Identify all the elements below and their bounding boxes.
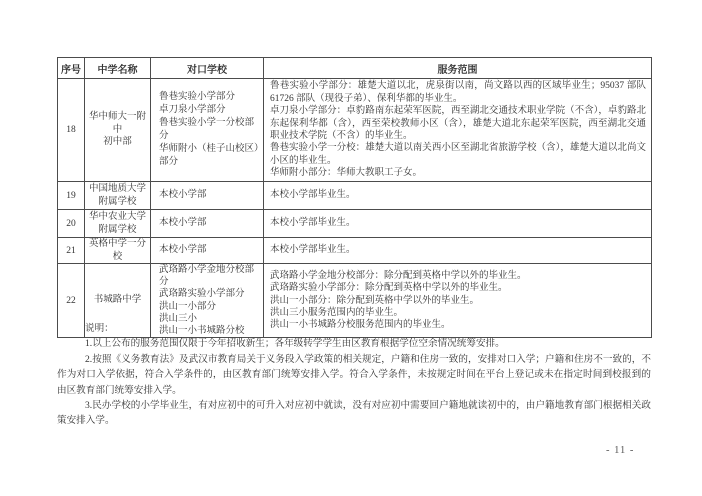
school-name-line: 附属学校 [98, 224, 137, 235]
service-area-item: 洪山三小服务范围内的毕业生。 [270, 307, 404, 318]
service-area-item: 本校小学部毕业生。 [270, 190, 356, 201]
note-item: 2.按照《义务教育法》及武汉市教育局关于义务段入学政策的相关规定，户籍和住房一致的，安排对口入学；户籍和住房不一致的，不作为对口入学依据，符合入学条件的，由区教育部门统筹安排入学。符合入学条件，未按规定时间在平台上登记或未在指定时间到校报到的由区教育部门统筹安排入学。 [57, 353, 651, 396]
enrollment-table [57, 57, 652, 338]
partner-school-item: 本校小学部 [159, 190, 207, 200]
partner-school-item: 武珞路实验小学部分 [159, 289, 245, 300]
partner-school-item: 鲁巷实验小学一分校部分 [159, 118, 255, 141]
row-number: 21 [58, 238, 85, 264]
partner-schools [151, 238, 264, 264]
table-row [58, 210, 652, 238]
school-name-line: 附属学校 [98, 196, 137, 207]
school-name [85, 79, 151, 182]
service-area-item: 本校小学部毕业生。 [270, 245, 356, 256]
partner-school-item: 华师附小（桂子山校区）部分 [159, 144, 259, 167]
partner-school-item: 卓刀泉小学部分 [159, 105, 226, 115]
service-area-item: 鲁巷实验小学部分：雄楚大道以北，虎泉街以南，尚文路以西的区域毕业生；95037 部队 61726 部队（现役子弟）、保利华都的毕业生。 [270, 81, 646, 104]
row-number: 18 [58, 79, 85, 182]
note-item: 1.以上公布的服务范围仅限于今年招收新生；各年级转学学生由区教育根据学位空余情况统筹安排。 [85, 338, 505, 350]
school-name-line: 中国地质大学 [88, 184, 146, 194]
school-name-line: 初中部 [103, 137, 132, 148]
partner-school-item: 洪山三小 [159, 313, 198, 324]
page-number: - 11 - [606, 445, 635, 456]
school-name [85, 182, 151, 210]
school-name [85, 210, 151, 238]
row-number: 20 [58, 210, 85, 238]
column-header-partner: 对口学校 [151, 58, 264, 79]
row-number: 22 [58, 264, 85, 338]
partner-school-item: 洪山一小部分 [159, 301, 217, 312]
column-header-index: 序号 [58, 58, 85, 79]
service-area [264, 238, 652, 264]
service-area-item: 卓刀泉小学部分：卓豹路南东起荣军医院，西至湖北交通技术职业学院（不含），卓豹路北东起保利华都（含），西至荣校教师小区（含），雄楚大道北东起荣军医院，西至湖北交通职业技术学院（不含）的毕业生。 [270, 106, 646, 141]
table-header-row [58, 58, 652, 79]
partner-schools [151, 182, 264, 210]
service-area [264, 182, 652, 210]
service-area [264, 210, 652, 238]
notes-section [57, 321, 651, 429]
partner-school-item: 洪山一小书城路分校 [159, 326, 245, 337]
table-row [58, 182, 652, 210]
school-name-line: 英格中学一分校 [88, 239, 146, 262]
notes-label: 说明： [85, 323, 114, 334]
table-row [58, 238, 652, 264]
service-area-item: 洪山一小书城路分校服务范围内的毕业生。 [270, 319, 451, 330]
service-area-item: 鲁巷实验小学一分校：雄楚大道以南关西小区至湖北省旅游学校（含），雄楚大道以北尚文小区的毕业生。 [270, 143, 646, 166]
partner-schools [151, 79, 264, 182]
partner-school-item: 武珞路小学金地分校部分 [159, 265, 255, 288]
school-name-line: 华中师大一附中 [88, 112, 146, 135]
service-area-item: 华师附小部分：华师大教职工子女。 [270, 168, 423, 179]
service-area-item: 武珞路实验小学部分：除分配到英格中学以外的毕业生。 [270, 283, 508, 294]
service-area-item: 本校小学部毕业生。 [270, 218, 356, 229]
table-row [58, 79, 652, 182]
school-name-line: 书城路中学 [93, 295, 142, 306]
row-number: 19 [58, 182, 85, 210]
column-header-school: 中学名称 [85, 58, 151, 79]
school-name-line: 华中农业大学 [88, 212, 146, 222]
school-name [85, 238, 151, 264]
service-area [264, 79, 652, 182]
note-item: 3.民办学校的小学毕业生，有对应初中的可升入对应初中就读，没有对应初中需要回户籍地就读初中的，由户籍地教育部门根据相关政策安排入学。 [57, 400, 651, 427]
partner-school-item: 本校小学部 [159, 245, 207, 255]
partner-school-item: 本校小学部 [159, 218, 207, 228]
partner-schools [151, 210, 264, 238]
partner-school-item: 鲁巷实验小学部分 [159, 92, 236, 102]
service-area-item: 洪山一小部分：除分配到英格中学以外的毕业生。 [270, 295, 480, 306]
service-area-item: 武珞路小学金地分校部分：除分配到英格中学以外的毕业生。 [270, 271, 527, 282]
column-header-service: 服务范围 [264, 58, 652, 79]
